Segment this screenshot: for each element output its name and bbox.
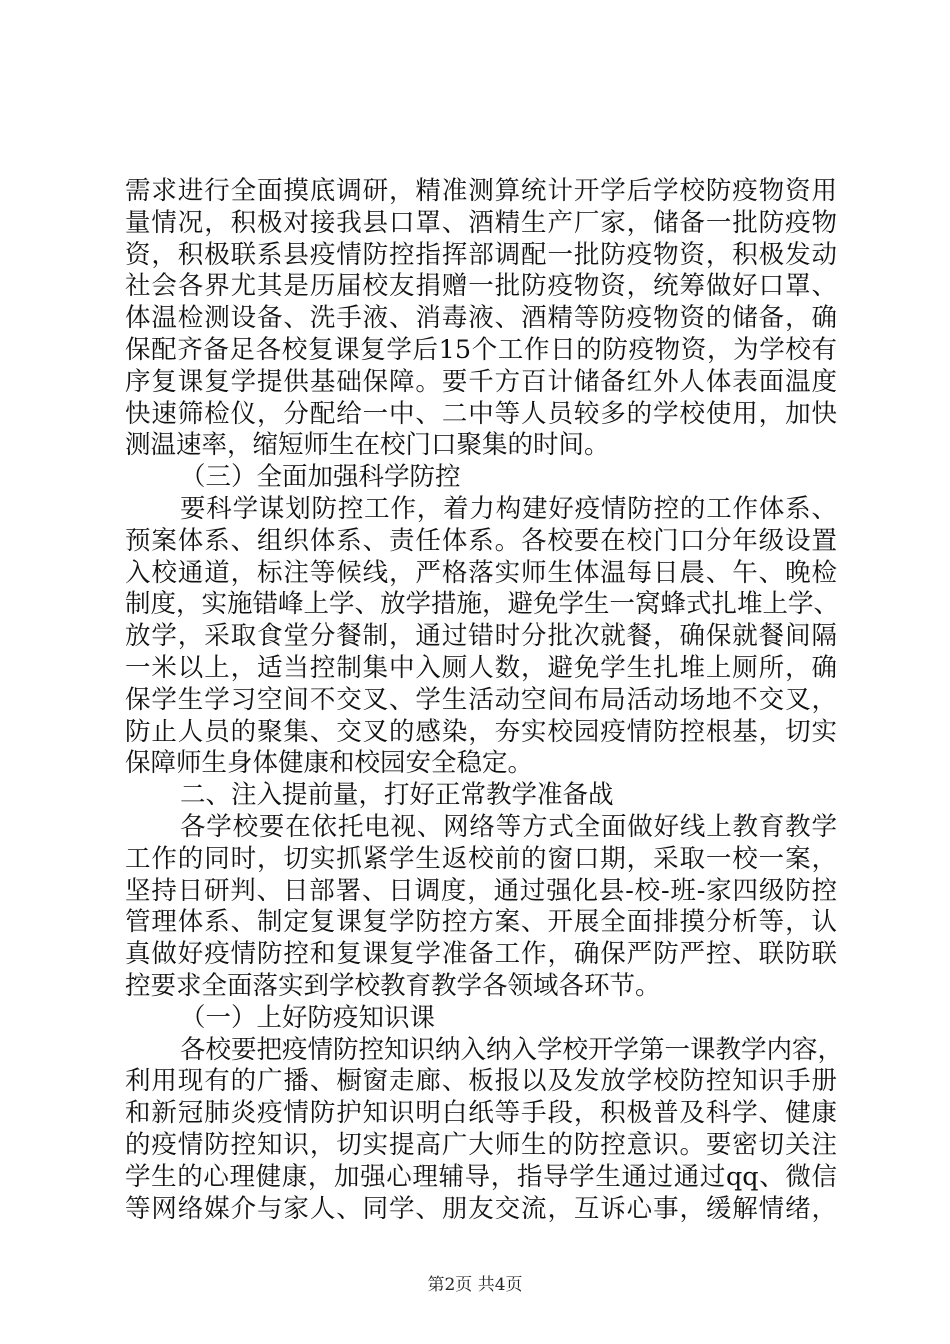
- text-line: 量情况，积极对接我县口罩、酒精生产厂家，储备一批防疫物: [125, 207, 837, 238]
- text-line: 入校通道，标注等候线，严格落实师生体温每日晨、午、晚检: [125, 557, 837, 588]
- text-line: 各校要把疫情防控知识纳入纳入学校开学第一课教学内容，: [180, 1034, 844, 1065]
- text-line: 预案体系、组织体系、责任体系。各校要在校门口分年级设置: [125, 525, 837, 556]
- text-line: （一）上好防疫知识课: [180, 1002, 436, 1033]
- text-line: 真做好疫情防控和复课复学准备工作，确保严防严控、联防联: [125, 939, 837, 970]
- text-line: 工作的同时，切实抓紧学生返校前的窗口期，采取一校一案，: [125, 843, 837, 874]
- page-footer: 第2页 共4页: [427, 1275, 523, 1295]
- text-line: 二、注入提前量，打好正常教学准备战: [180, 780, 614, 811]
- text-line: 控要求全面落实到学校教育教学各领域各环节。: [125, 970, 661, 1001]
- text-line: 等网络媒介与家人、同学、朋友交流，互诉心事，缓解情绪，: [125, 1193, 837, 1224]
- text-line: 一米以上，适当控制集中入厕人数，避免学生扎堆上厕所，确: [125, 652, 837, 683]
- text-line: 测温速率，缩短师生在校门口聚集的时间。: [125, 430, 610, 461]
- text-line: 利用现有的广播、橱窗走廊、板报以及发放学校防控知识手册: [125, 1066, 837, 1097]
- text-line: 资，积极联系县疫情防控指挥部调配一批防疫物资，积极发动: [125, 239, 837, 270]
- text-line: 要科学谋划防控工作，着力构建好疫情防控的工作体系、: [180, 493, 837, 524]
- text-line: 学生的心理健康，加强心理辅导，指导学生通过通过qq、微信: [125, 1161, 837, 1192]
- text-line: 体温检测设备、洗手液、消毒液、酒精等防疫物资的储备，确: [125, 303, 837, 334]
- text-line: （三）全面加强科学防控: [180, 462, 461, 493]
- text-line: 管理体系、制定复课复学防控方案、开展全面排摸分析等，认: [125, 907, 837, 938]
- text-line: 需求进行全面摸底调研，精准测算统计开学后学校防疫物资用: [125, 176, 837, 206]
- text-line: 和新冠肺炎疫情防护知识明白纸等手段，积极普及科学、健康: [125, 1098, 837, 1129]
- text-line: 的疫情防控知识，切实提高广大师生的防控意识。要密切关注: [125, 1129, 837, 1160]
- text-line: 社会各界尤其是历届校友捐赠一批防疫物资，统筹做好口罩、: [125, 271, 837, 302]
- text-line: 坚持日研判、日部署、日调度，通过强化县-校-班-家四级防控: [125, 875, 837, 906]
- text-line: 快速筛检仪，分配给一中、二中等人员较多的学校使用，加快: [125, 398, 837, 429]
- text-line: 保障师生身体健康和校园安全稳定。: [125, 748, 534, 779]
- text-line: 放学，采取食堂分餐制，通过错时分批次就餐，确保就餐间隔: [125, 621, 837, 652]
- text-line: 各学校要在依托电视、网络等方式全面做好线上教育教学: [180, 811, 837, 842]
- document-body: [125, 176, 844, 1225]
- text-line: 防止人员的聚集、交叉的感染，夯实校园疫情防控根基，切实: [125, 716, 837, 747]
- text-line: 序复课复学提供基础保障。要千方百计储备红外人体表面温度: [125, 366, 837, 397]
- text-line: 保学生学习空间不交叉、学生活动空间布局活动场地不交叉，: [125, 684, 837, 715]
- text-line: 保配齐备足各校复课复学后15个工作日的防疫物资，为学校有: [125, 334, 837, 365]
- text-line: 制度，实施错峰上学、放学措施，避免学生一窝蜂式扎堆上学、: [125, 589, 840, 620]
